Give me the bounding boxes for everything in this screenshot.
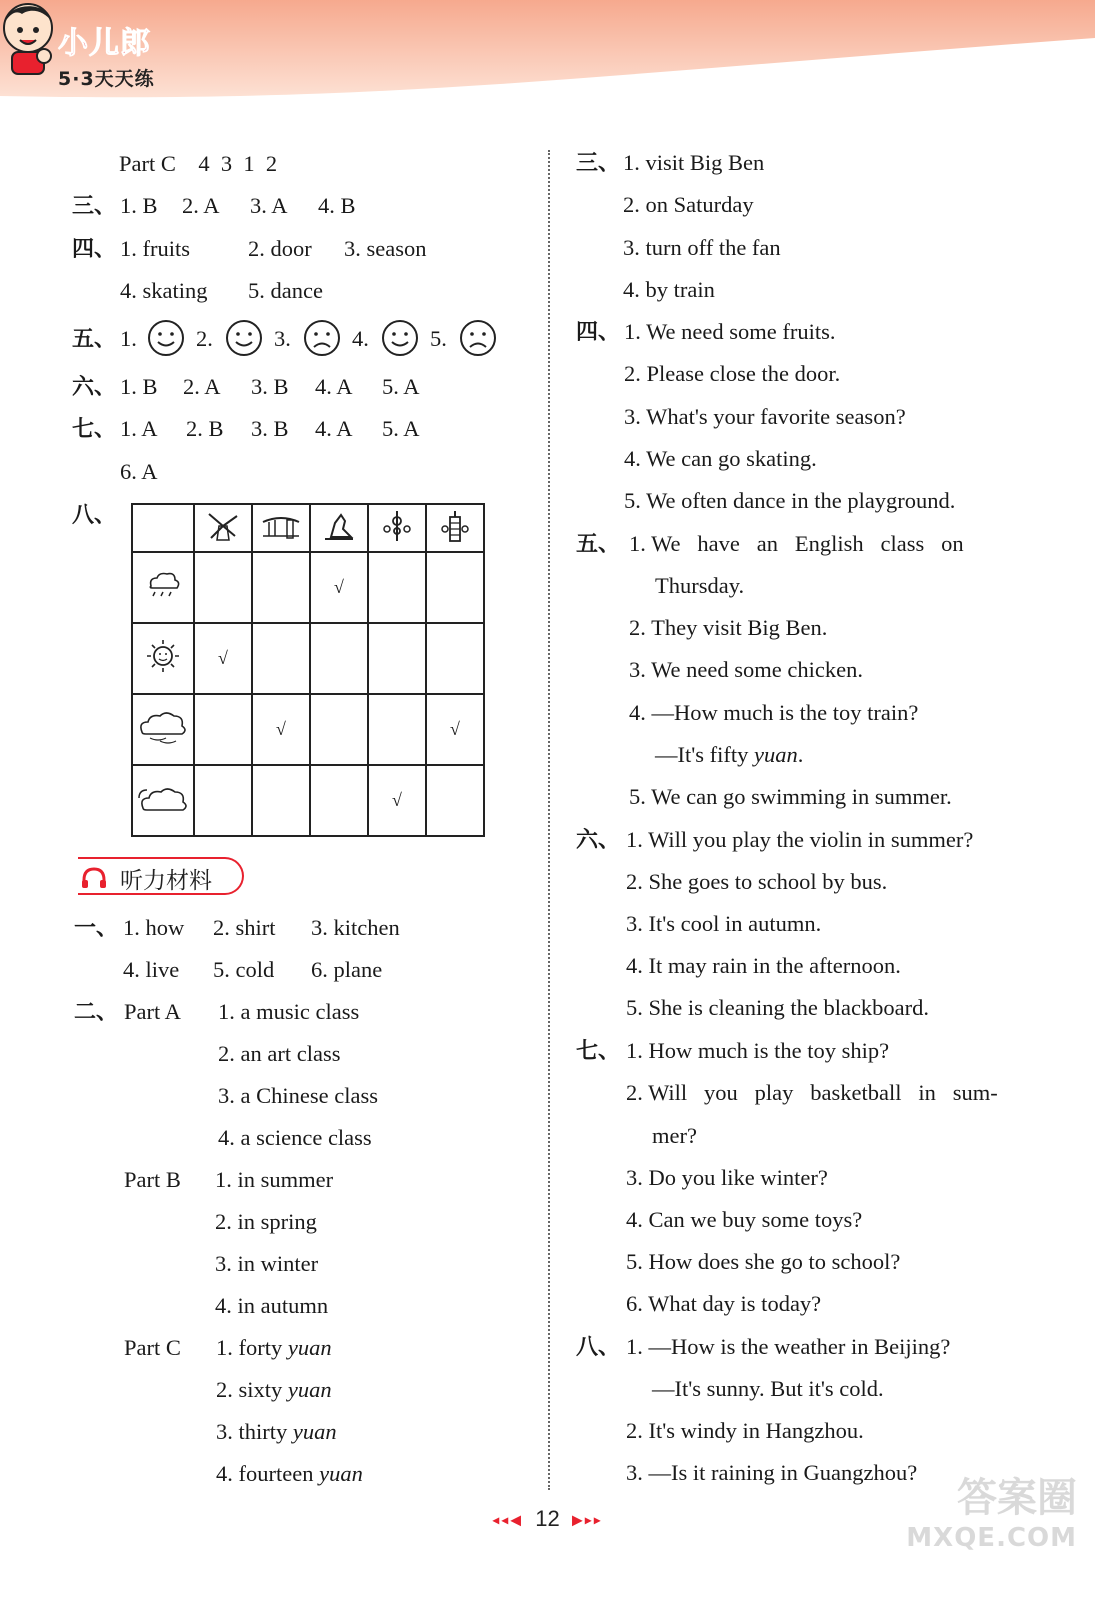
horse-statue-icon [310,504,368,552]
cloudy-icon [132,765,194,836]
q3-item: 1. B [120,193,158,218]
l2-partB-item: 4. in autumn [215,1293,329,1318]
l2-partA-label: Part A [124,999,181,1024]
l2-partB-item: 2. in spring [215,1209,317,1234]
l1-item: 3. kitchen [311,915,400,940]
r7-item: mer? [652,1123,697,1148]
r7-number: 七、 [576,1039,621,1064]
grid-cell [252,552,310,623]
r8-item: 2. It's windy in Hangzhou. [626,1418,864,1443]
rainy-icon [132,552,194,623]
q4-item: 4. skating [120,278,208,303]
windy-icon [132,694,194,765]
r4-number: 四、 [576,320,621,345]
q6-number: 六、 [72,375,117,400]
q7-item: 3. B [251,416,289,441]
l2-partA-item: 3. a Chinese class [218,1083,378,1108]
l1-item: 1. how [123,915,185,940]
q4-item: 1. fruits [120,236,190,261]
bridge-icon [252,504,310,552]
r8-number: 八、 [576,1335,621,1360]
r5-item: Thursday. [655,573,745,598]
q4-number: 四、 [72,237,117,262]
q6-item: 3. B [251,374,289,399]
r3-item: 4. by train [623,277,715,302]
q6-item: 2. A [183,374,221,399]
page-number: ◂◂◀ 12 ▶▸▸ [492,1506,603,1531]
sad-face-icon [458,318,498,358]
grid-cell [194,623,252,694]
grid-cell [368,694,426,765]
brand-subtitle: 5·3天天练 [58,68,155,90]
grid-cell [252,623,310,694]
grid-cell [194,765,252,836]
l2-partA-item: 1. a music class [218,999,360,1024]
r6-item: 5. She is cleaning the blackboard. [626,995,930,1020]
mascot-icon [0,0,56,76]
l1-item: 5. cold [213,957,275,982]
r8-item: 1. —How is the weather in Beijing? [626,1334,951,1359]
l2-partC-item: 2. sixty yuan [216,1377,332,1402]
grid-cell [368,765,426,836]
check-mark: √ [334,577,344,597]
grid-cell [194,694,252,765]
r4-item: 3. What's your favorite season? [624,404,906,429]
q3-item: 2. A [182,193,220,218]
r6-item: 4. It may rain in the afternoon. [626,953,901,978]
l2-partA-item: 4. a science class [218,1125,372,1150]
grid-cell [310,552,368,623]
grid-cell [194,552,252,623]
q7-item: 5. A [382,416,420,441]
brand-name: 小儿郎 [58,26,151,61]
weather-city-grid [131,503,485,837]
listening-title: 听力材料 [120,868,212,894]
l2-partC-item: 4. fourteen yuan [216,1461,363,1486]
r7-item: 6. What day is today? [626,1291,822,1316]
header-band [0,0,1095,110]
l1-item: 4. live [123,957,180,982]
grid-cell [310,694,368,765]
check-mark: √ [276,719,286,739]
pagoda-icon [426,504,484,552]
headphones-icon [80,866,108,890]
q4-item: 2. door [248,236,312,261]
r5-item: —It's fifty yuan. [655,742,804,767]
grid-cell [252,765,310,836]
q5-label: 3. [274,326,291,351]
l2-partC-label: Part C [124,1335,181,1360]
partC-top: Part C 4 3 1 2 [119,151,278,176]
arrow-left-icon: ◂◂◀ [492,1511,524,1528]
q4-item: 5. dance [248,278,323,303]
tv-tower-icon [368,504,426,552]
r5-item: 4. —How much is the toy train? [629,700,919,725]
q6-item: 1. B [120,374,158,399]
r7-item: 5. How does she go to school? [626,1249,901,1274]
q5-label: 5. [430,326,447,351]
l2-partB-label: Part B [124,1167,181,1192]
windmill-icon [194,504,252,552]
r5-item: 2. They visit Big Ben. [629,615,828,640]
brand-logo [58,18,155,91]
l2-partC-item: 3. thirty yuan [216,1419,337,1444]
r7-item: 4. Can we buy some toys? [626,1207,863,1232]
q7-item: 6. A [120,459,158,484]
r6-item: 1. Will you play the violin in summer? [626,827,974,852]
l2-partA-item: 2. an art class [218,1041,341,1066]
l2-partB-item: 1. in summer [215,1167,334,1192]
smile-face-icon [146,318,186,358]
q5-label: 1. [120,326,137,351]
q8-number: 八、 [72,503,117,528]
grid-cell [368,552,426,623]
listening-materials-header [78,857,244,895]
grid-cell [426,623,484,694]
r6-number: 六、 [576,828,621,853]
grid-cell [368,623,426,694]
grid-cell [310,765,368,836]
grid-corner [132,504,194,552]
q6-item: 4. A [315,374,353,399]
r3-item: 2. on Saturday [623,192,754,217]
l1-item: 6. plane [311,957,383,982]
q3-item: 3. A [250,193,288,218]
q7-number: 七、 [72,417,117,442]
q5-number: 五、 [72,327,117,352]
r5-item: 3. We need some chicken. [629,657,863,682]
r3-number: 三、 [576,151,621,176]
check-mark: √ [218,648,228,668]
r4-item: 5. We often dance in the playground. [624,488,956,513]
watermark: 答案圈 MXQE.COM [906,1475,1077,1553]
r4-item: 1. We need some fruits. [624,319,836,344]
q3-row: 三、 [72,194,117,219]
grid-cell [310,623,368,694]
q7-item: 4. A [315,416,353,441]
r7-item: 1. How much is the toy ship? [626,1038,890,1063]
grid-cell [426,694,484,765]
smile-face-icon [224,318,264,358]
grid-cell [426,552,484,623]
l2-partB-item: 3. in winter [215,1251,319,1276]
sad-face-icon [302,318,342,358]
q7-item: 2. B [186,416,224,441]
grid-cell [426,765,484,836]
r3-item: 3. turn off the fan [623,235,781,260]
r6-item: 3. It's cool in autumn. [626,911,822,936]
r5-item: 5. We can go swimming in summer. [629,784,952,809]
r4-item: 2. Please close the door. [624,361,841,386]
r7-item: 2. Will you play basketball in sum- [626,1080,998,1105]
l2-number: 二、 [74,1000,119,1025]
smile-face-icon [380,318,420,358]
q6-item: 5. A [382,374,420,399]
q5-label: 4. [352,326,369,351]
r5-number: 五、 [576,532,621,557]
r8-item: —It's sunny. But it's cold. [652,1376,884,1401]
q3-item: 4. B [318,193,356,218]
r8-item: 3. —Is it raining in Guangzhou? [626,1460,918,1485]
l2-partC-item: 1. forty yuan [216,1335,332,1360]
column-divider [548,150,550,1490]
check-mark: √ [392,790,402,810]
sunny-icon [132,623,194,694]
l1-item: 2. shirt [213,915,276,940]
q5-label: 2. [196,326,213,351]
l1-number: 一、 [74,916,119,941]
r4-item: 4. We can go skating. [624,446,817,471]
arrow-right-icon: ▶▸▸ [571,1511,603,1528]
r7-item: 3. Do you like winter? [626,1165,828,1190]
page-header [0,0,1095,110]
q4-item: 3. season [344,236,427,261]
q7-item: 1. A [120,416,158,441]
r6-item: 2. She goes to school by bus. [626,869,888,894]
r3-item: 1. visit Big Ben [623,150,765,175]
check-mark: √ [450,719,460,739]
grid-cell [252,694,310,765]
r5-item: 1. We have an English class on [629,531,964,556]
